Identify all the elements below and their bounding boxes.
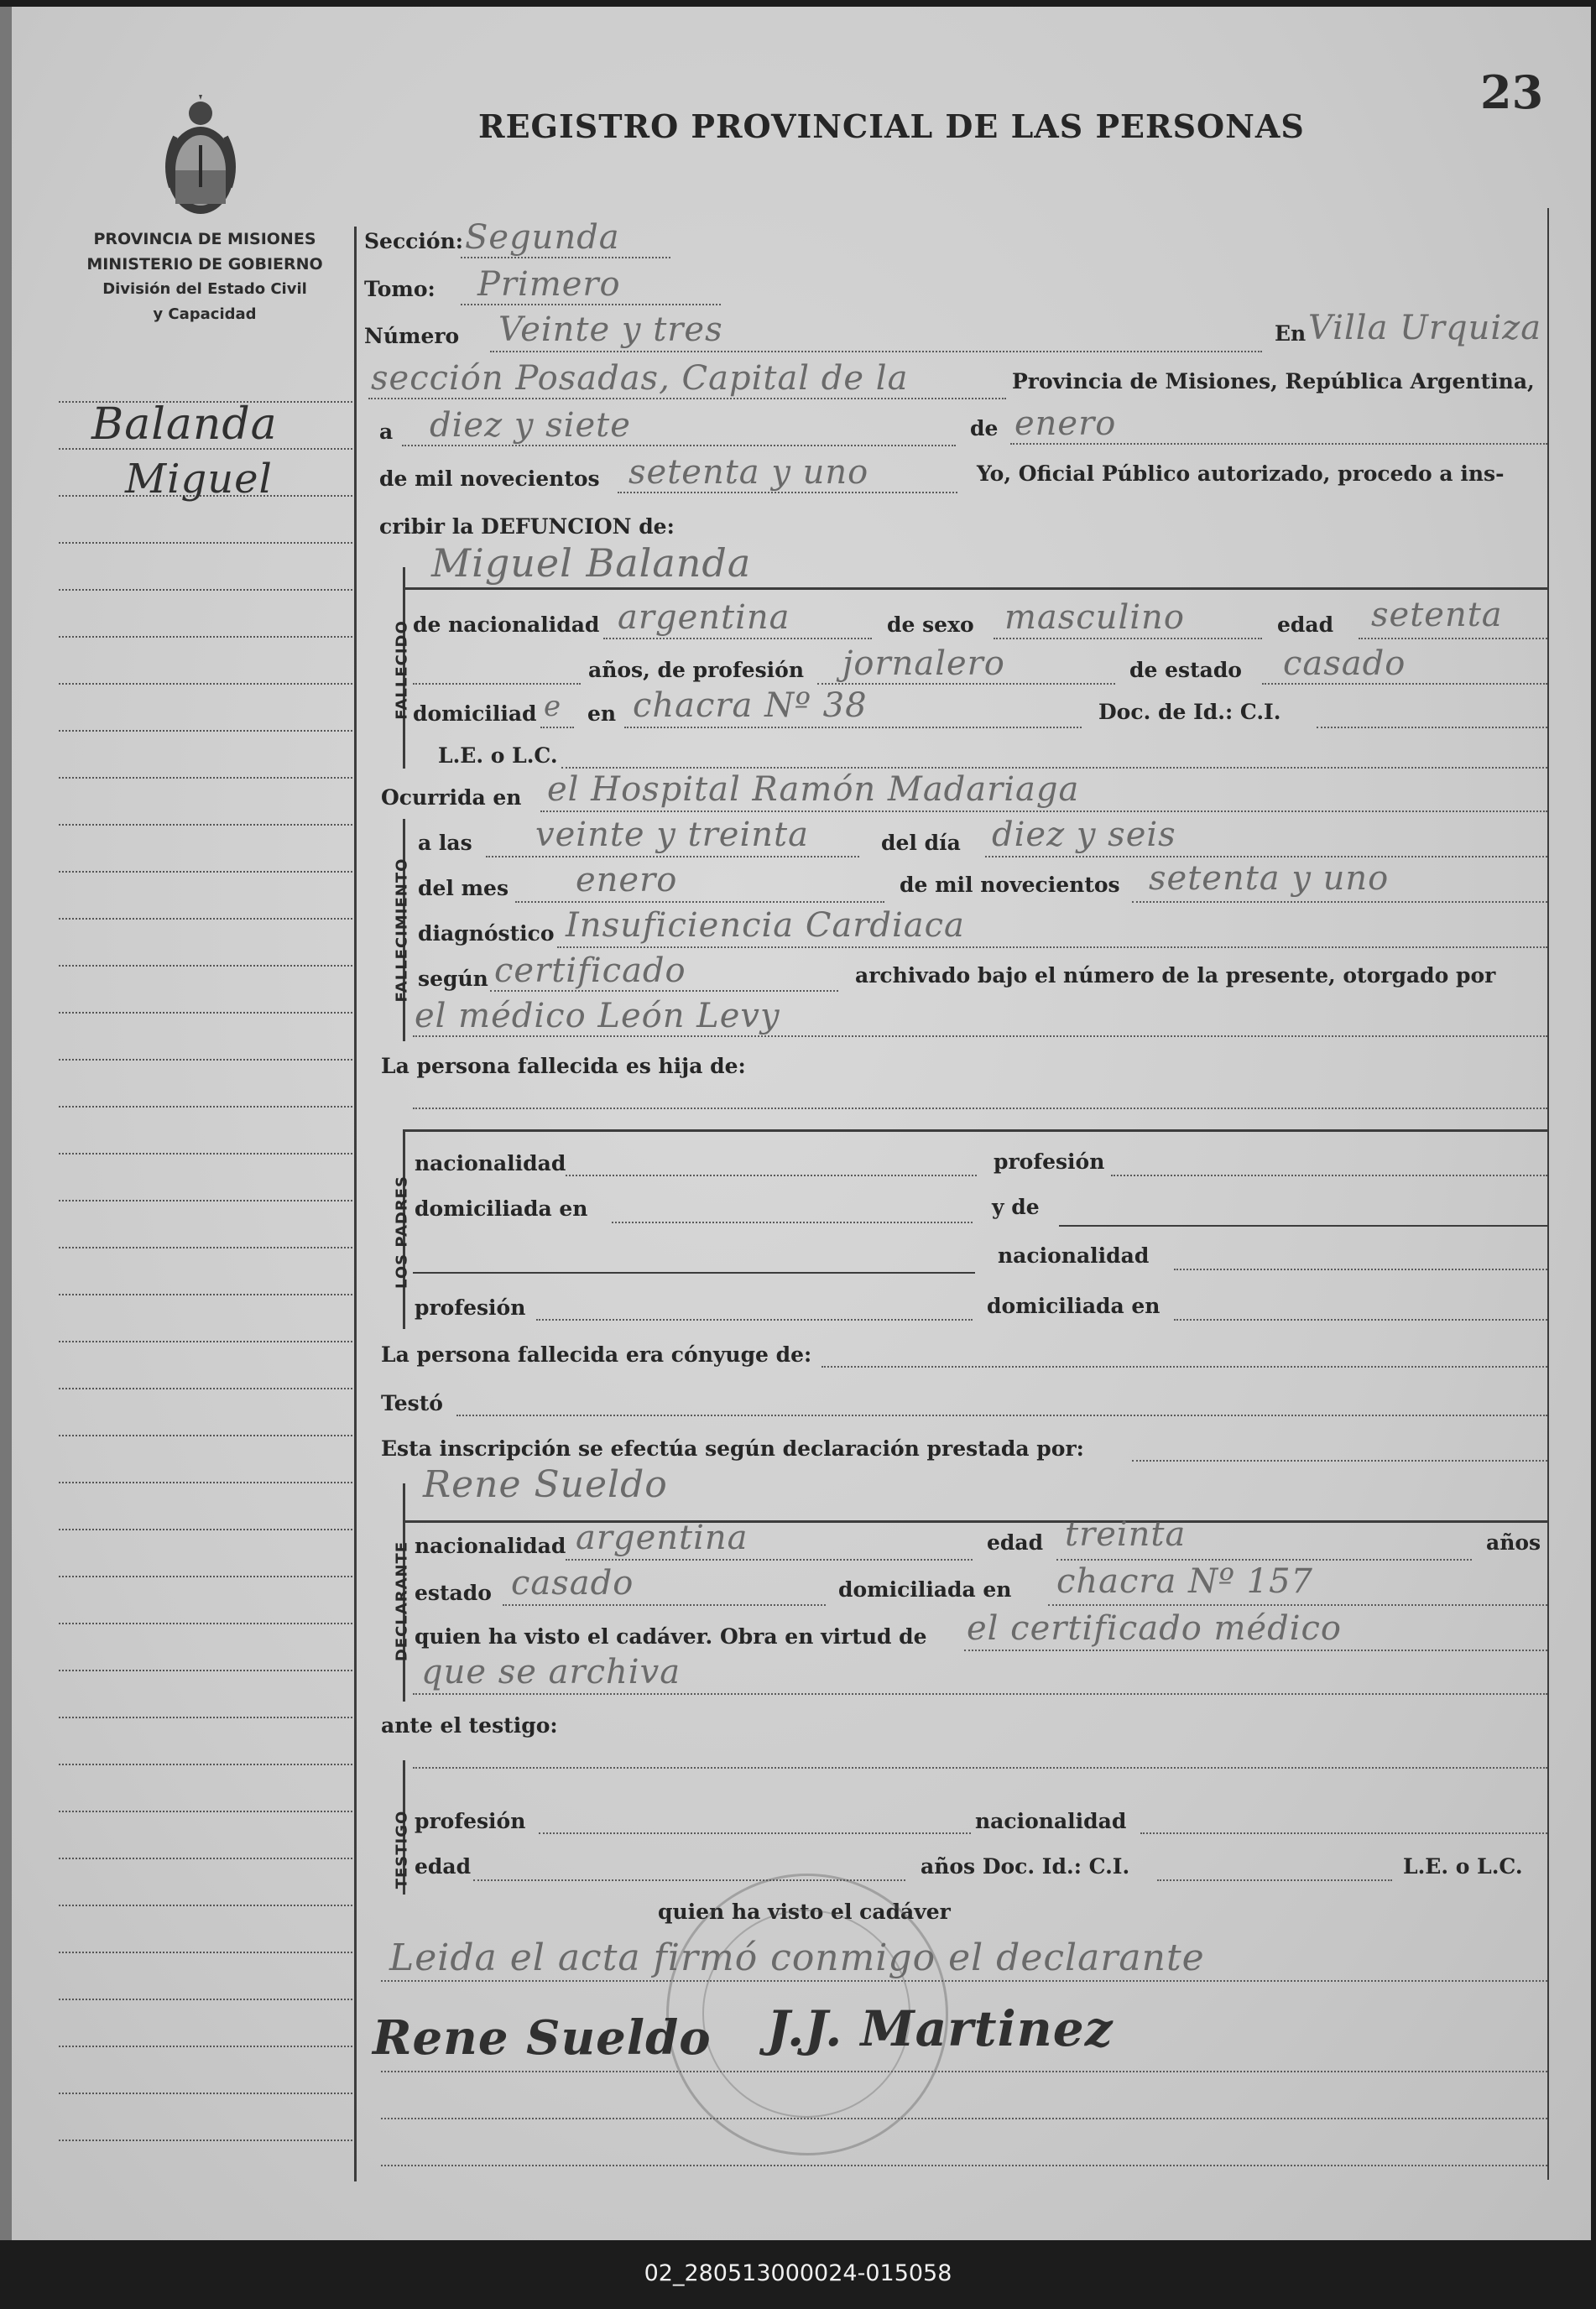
decl-nacionalidad-line — [566, 1559, 973, 1561]
medico-value: el médico León Levy — [415, 997, 780, 1035]
hija-de-label: La persona fallecida es hija de: — [381, 1054, 746, 1078]
margin-ruled-line — [59, 1670, 352, 1671]
testigo-profesion-label: profesión — [415, 1809, 526, 1833]
decl-nacionalidad-value: argentina — [576, 1519, 748, 1557]
margin-ruled-line — [59, 1482, 352, 1483]
madre-profesion-label: profesión — [415, 1295, 526, 1320]
testigo-edad-label: edad — [415, 1854, 472, 1879]
dia-fallec-line — [985, 856, 1547, 857]
madre-domiciliada-line — [1174, 1319, 1547, 1321]
ano-fallec-line — [1132, 901, 1547, 903]
padre-domiciliada-line — [612, 1222, 973, 1223]
madre-name-line — [413, 1272, 975, 1274]
right-border-rule — [1547, 208, 1549, 2180]
margin-ruled-line — [59, 636, 352, 638]
decl-anos-label: años — [1486, 1530, 1541, 1555]
margin-ruled-line — [59, 965, 352, 967]
margin-ruled-line — [59, 683, 352, 685]
seccion-line — [461, 257, 670, 258]
division-label-1: División del Estado Civil — [102, 280, 307, 298]
signature-line-1 — [381, 2071, 1547, 2072]
estado-value: casado — [1283, 644, 1406, 683]
diagnostico-value: Insuficiencia Cardiaca — [566, 906, 965, 945]
testigo-le-lc-label: L.E. o L.C. — [1403, 1854, 1523, 1879]
testigo-doc-line — [1157, 1879, 1392, 1881]
de-estado-label: de estado — [1129, 658, 1242, 682]
decl-domicilio-line — [1048, 1604, 1547, 1606]
margin-surname: Balanda — [91, 399, 278, 450]
yo-oficial-label: Yo, Oficial Público autorizado, procedo a ins- — [977, 461, 1505, 486]
mes-fallec-line — [515, 901, 884, 903]
provincia-label: Provincia de Misiones, República Argentina, — [1012, 369, 1535, 394]
testo-line — [456, 1415, 1547, 1416]
de-mil-label: de mil novecientos — [379, 466, 600, 491]
obra-virtud-value: el certificado médico — [967, 1609, 1342, 1648]
margin-ruled-line — [59, 1153, 352, 1154]
numero-label: Número — [364, 324, 460, 348]
testigo-doc-label: años Doc. Id.: C.I. — [921, 1854, 1130, 1879]
madre-profesion-line — [536, 1319, 973, 1321]
margin-ruled-line — [59, 918, 352, 920]
testigo-profesion-line — [539, 1832, 971, 1834]
margin-ruled-line — [59, 1388, 352, 1389]
decl-edad-line — [1056, 1559, 1472, 1561]
domiciliad-suffix: e — [544, 690, 562, 723]
dia-value: diez y siete — [430, 406, 631, 445]
margin-ruled-line — [59, 1435, 352, 1436]
page-number: 23 — [1480, 65, 1544, 119]
declarante-value: Rene Sueldo — [423, 1463, 668, 1506]
declarante-signature: Rene Sueldo — [373, 2010, 712, 2066]
domicilio-value: chacra Nº 38 — [633, 686, 868, 725]
testo-label: Testó — [381, 1391, 443, 1415]
domiciliad-suffix-line — [540, 727, 574, 728]
numero-line — [490, 351, 1262, 352]
margin-ruled-line — [59, 1200, 352, 1201]
decl-estado-line — [503, 1604, 826, 1606]
en-value: Villa Urquiza — [1308, 309, 1542, 347]
decl-estado-label: estado — [415, 1581, 492, 1605]
sexo-line — [994, 638, 1262, 639]
edad-label: edad — [1277, 612, 1334, 637]
y-de-line — [1059, 1225, 1547, 1227]
official-signature: J.J. Martinez — [767, 2000, 1114, 2057]
margin-ruled-line — [59, 1764, 352, 1765]
a-las-label: a las — [418, 831, 472, 855]
margin-ruled-line — [59, 777, 352, 779]
padre-profesion-label: profesión — [994, 1149, 1105, 1174]
margin-ruled-line — [59, 542, 352, 544]
margin-ruled-line — [59, 1905, 352, 1906]
fallecido-side-label: FALLECIDO — [393, 620, 411, 720]
tomo-label: Tomo: — [364, 277, 436, 301]
register-page — [12, 7, 1591, 2240]
margin-ruled-line — [59, 1294, 352, 1295]
ocurrida-en-value: el Hospital Ramón Madariaga — [547, 770, 1080, 809]
book-binding — [0, 7, 12, 2240]
segun-line — [490, 990, 838, 992]
margin-ruled-line — [59, 1576, 352, 1577]
madre-nacionalidad-label: nacionalidad — [998, 1243, 1150, 1268]
margin-ruled-line — [59, 1999, 352, 2000]
de-nacionalidad-label: de nacionalidad — [413, 612, 600, 637]
obra-virtud-line — [964, 1650, 1547, 1651]
margin-ruled-line — [59, 1529, 352, 1530]
de-label: de — [970, 416, 999, 440]
ante-testigo-label: ante el testigo: — [381, 1713, 558, 1738]
madre-domiciliada-label: domiciliada en — [987, 1294, 1160, 1318]
testigo-nacionalidad-line — [1140, 1832, 1547, 1834]
margin-ruled-line — [59, 1811, 352, 1812]
margin-ruled-line — [59, 871, 352, 873]
segun-value: certificado — [494, 951, 686, 990]
testigo-visto-label: quien ha visto el cadáver — [658, 1900, 951, 1924]
doc-id-line — [1317, 727, 1547, 728]
obra-virtud-line-2 — [413, 1693, 1547, 1695]
inscripcion-label: Esta inscripción se efectúa según declaración prestada por: — [381, 1436, 1084, 1461]
decl-nacionalidad-label: nacionalidad — [415, 1534, 566, 1558]
dia-line — [402, 445, 956, 446]
margin-ruled-line — [59, 1717, 352, 1718]
testigo-name-line — [413, 1767, 1547, 1769]
profesion-value: jornalero — [842, 644, 1005, 683]
del-mes-label: del mes — [418, 876, 509, 900]
margin-ruled-line — [59, 1059, 352, 1061]
seccion-continued-line — [368, 398, 1006, 399]
decl-domicilio-value: chacra Nº 157 — [1056, 1562, 1313, 1601]
a-label: a — [379, 420, 394, 444]
medico-line — [413, 1035, 1547, 1037]
padre-profesion-line — [1111, 1175, 1547, 1176]
padres-top-rule — [404, 1129, 1547, 1132]
margin-ruled-line — [59, 1341, 352, 1342]
cribir-label: cribir la DEFUNCION de: — [379, 514, 675, 539]
anos-profesion-label: años, de profesión — [588, 658, 805, 682]
margin-given-name: Miguel — [125, 456, 273, 503]
ministry-label: MINISTERIO DE GOBIERNO — [86, 255, 323, 274]
margin-ruled-line — [59, 589, 352, 591]
hija-de-line — [413, 1108, 1547, 1109]
ano-fallec-value: setenta y uno — [1149, 859, 1390, 898]
de-sexo-label: de sexo — [887, 612, 974, 637]
sexo-value: masculino — [1004, 598, 1185, 637]
decl-domiciliada-label: domiciliada en — [838, 1577, 1012, 1602]
margin-ruled-line — [59, 1012, 352, 1014]
margin-ruled-line — [59, 1952, 352, 1953]
padre-nacionalidad-label: nacionalidad — [415, 1151, 566, 1175]
decl-edad-label: edad — [987, 1530, 1044, 1555]
profesion-line — [817, 683, 1115, 685]
conyuge-label: La persona fallecida era cónyuge de: — [381, 1342, 812, 1367]
edad-cont-line — [413, 683, 581, 685]
en-domicilio-label: en — [587, 701, 617, 726]
en-label: En — [1275, 321, 1307, 346]
margin-ruled-line — [59, 1623, 352, 1624]
del-dia-label: del día — [881, 831, 961, 855]
estado-line — [1262, 683, 1547, 685]
margin-ruled-line — [59, 730, 352, 732]
mes-value: enero — [1014, 404, 1117, 443]
tomo-value: Primero — [477, 265, 621, 304]
madre-nacionalidad-line — [1174, 1269, 1547, 1270]
hora-line — [486, 856, 859, 857]
hora-value: veinte y treinta — [535, 816, 809, 854]
le-lc-line — [561, 767, 1547, 769]
nacionalidad-line — [603, 638, 872, 639]
segun-label: según — [418, 967, 488, 991]
ocurrida-en-label: Ocurrida en — [381, 785, 522, 810]
decl-estado-value: casado — [511, 1564, 634, 1603]
tomo-line — [461, 304, 721, 305]
testigo-side-label: TESTIGO — [393, 1810, 411, 1889]
signature-line-3 — [381, 2165, 1547, 2166]
ano-line — [618, 492, 957, 493]
seccion-line-value: sección Posadas, Capital de la — [371, 359, 909, 398]
division-label-2: y Capacidad — [153, 305, 257, 323]
signature-line-2 — [381, 2118, 1547, 2119]
province-label: PROVINCIA DE MISIONES — [93, 230, 316, 248]
ocurrida-en-line — [540, 810, 1547, 812]
mes-line — [1010, 443, 1547, 445]
doc-id-label: Doc. de Id.: C.I. — [1098, 700, 1281, 724]
y-de-label: y de — [992, 1195, 1040, 1219]
margin-ruled-line — [59, 1247, 352, 1248]
ano-value: setenta y uno — [628, 453, 869, 492]
decl-edad-value: treinta — [1065, 1515, 1187, 1554]
margin-ruled-line — [59, 2046, 352, 2047]
margin-column-rule — [354, 227, 357, 2181]
image-filename: 02_280513000024-015058 — [644, 2260, 952, 2286]
diagnostico-label: diagnóstico — [418, 921, 555, 946]
archivado-label: archivado bajo el número de la presente, otorgado por — [855, 963, 1496, 988]
domicilio-line — [624, 727, 1082, 728]
padres-side-label: LOS PADRES — [393, 1175, 411, 1289]
margin-ruled-line — [59, 824, 352, 826]
conyuge-line — [821, 1366, 1547, 1368]
numero-value: Veinte y tres — [498, 310, 723, 349]
leida-line — [381, 1980, 1547, 1982]
testigo-nacionalidad-label: nacionalidad — [975, 1809, 1127, 1833]
domiciliad-label: domiciliad — [413, 701, 537, 726]
quien-visto-label: quien ha visto el cadáver. Obra en virtud de — [415, 1624, 927, 1649]
de-mil2-label: de mil novecientos — [900, 873, 1120, 897]
obra-virtud-value-2: que se archiva — [421, 1653, 681, 1691]
page-title: REGISTRO PROVINCIAL DE LAS PERSONAS — [478, 107, 1305, 145]
le-lc-label: L.E. o L.C. — [438, 743, 558, 768]
mes-fallec-value: enero — [576, 861, 678, 899]
leida-value: Leida el acta firmó conmigo el declarante — [389, 1936, 1205, 1979]
edad-line — [1359, 638, 1547, 639]
fallecido-top-rule — [404, 587, 1547, 590]
margin-ruled-line — [59, 2093, 352, 2094]
margin-ruled-line — [59, 2140, 352, 2141]
seccion-label: Sección: — [364, 229, 463, 253]
edad-value: setenta — [1371, 596, 1503, 634]
seccion-value: Segunda — [465, 218, 620, 257]
dia-fallec-value: diez y seis — [992, 816, 1176, 854]
nombre-value: Miguel Balanda — [431, 540, 752, 586]
diagnostico-line — [557, 946, 1547, 948]
nacionalidad-value: argentina — [618, 598, 790, 637]
declarante-side-label: DECLARANTE — [393, 1540, 411, 1662]
margin-ruled-line — [59, 1858, 352, 1859]
margin-ruled-line — [59, 1106, 352, 1108]
padre-domiciliada-label: domiciliada en — [415, 1196, 588, 1221]
inscripcion-line — [1132, 1460, 1547, 1462]
coat-of-arms-icon — [159, 95, 243, 221]
fallecimiento-side-label: FALLECIMIENTO — [393, 857, 411, 1003]
padre-nacionalidad-line — [566, 1175, 977, 1176]
